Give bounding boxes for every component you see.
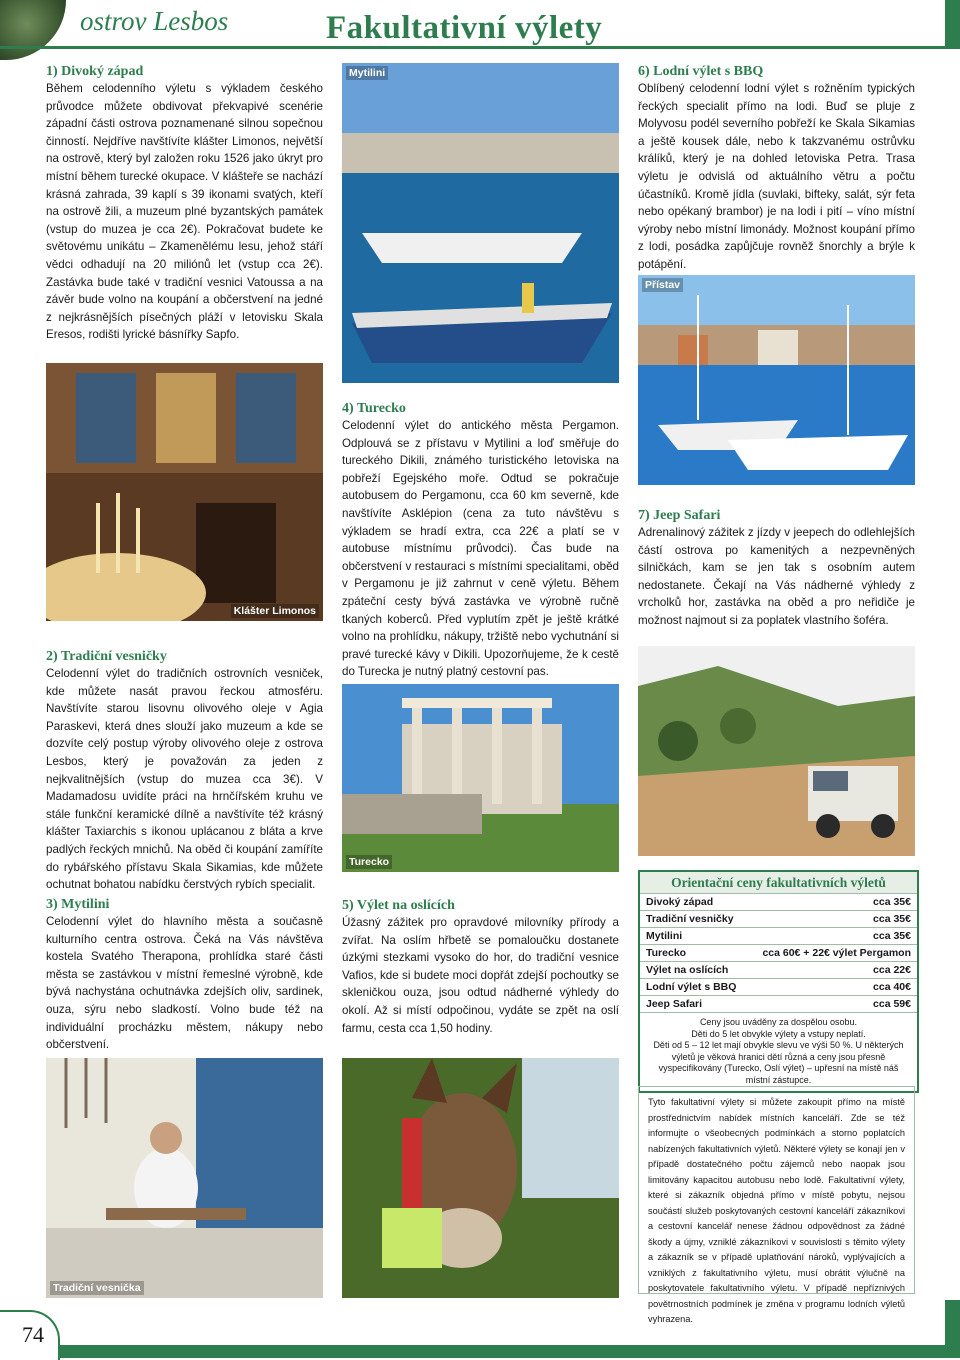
photo-mytilini	[342, 63, 619, 383]
info-box	[638, 1086, 915, 1324]
photo-jeep	[638, 646, 915, 856]
price-name: Tradiční vesničky	[646, 913, 734, 925]
section-title: 7) Jeep Safari	[638, 508, 721, 523]
section-title: 4) Turecko	[342, 401, 406, 416]
price-note: Děti do 5 let obvykle výlety a vstupy neplatí.	[691, 1028, 866, 1039]
price-notes	[640, 1012, 917, 1091]
photo-caption: Turecko	[346, 855, 392, 869]
footer-bar	[58, 1345, 960, 1358]
section-divoky-zapad	[46, 63, 323, 344]
photo-turecko	[342, 684, 619, 872]
price-value: cca 40€	[873, 981, 911, 993]
header-tab	[945, 0, 960, 48]
price-name: Divoký západ	[646, 896, 714, 908]
table-row	[640, 944, 917, 961]
price-name: Jeep Safari	[646, 998, 703, 1010]
section-text: Celodenní výlet do antického města Pergamon. Odplouvá se z přístavu v Mytilini a loď směřuje do tureckého Dikili, známého turistického letoviska na pobřeží Egejského moře. Odtud se pokračuje autobusem do Pergamonu, cca 60 km severně, kde navštívíte Asklépion (cena za tuto návštěvu s výkladem se hradí extra, cca 22€ a platí se v autobuse místnímu průvodci). Čas bude na občerstvení v restauraci s místními specialitami, oběd v Pergamonu je již zahrnut v ceně výletu. Během zpáteční cesty bývá zastávka ve výrobně ručně tkaných koberců. Před vyplutím zpět je ještě krátké volno na prohlídku, nákupy, tržiště nebo vychutnání si pravé turecké kávy v Dikili. Upozorňujeme, že k cestě do Turecka je nutný platný cestovní pas.	[342, 419, 619, 679]
section-text: Oblíbený celodenní lodní výlet s rožněním typických řeckých specialit přímo na lodi. Buď se pluje z Molyvosu podél severního pobřeží ke Skala Sikamias a ještě kousek dále, nebo k takzvanému ostrůvku králíků, který je na dohled letoviska Petra. Trasa výletu je odvislá od aktuálního větru a počtu účastníků. Kromě jídla (suvlaki, bifteky, salát, sýr feta nebo opékaný brambor) je na lodi i pití – víno místní výroby nebo místní limonády. Možnost koupání přímo z lodi, posádka zapůjčuje rovněž šnorchly a brýle k potápění.	[638, 82, 915, 271]
corner-photo	[0, 0, 66, 60]
section-text: Úžasný zážitek pro opravdové milovníky přírody a zvířat. Na oslím hřbetě se pomaloučku dostanete úzkými stezkami vysoko do hor, do tradiční vesnice Vafios, kde si budete moci dopřát zdejší pochoutky se skleničkou ouza, jsou odtud nádherné výhledy do okolí. Až si místí odpočinou, vydáte se zpět na oslí farmu, cesta cca 1,50 hodiny.	[342, 916, 619, 1035]
price-value: cca 35€	[873, 913, 911, 925]
footer-tab	[945, 1300, 960, 1358]
page-title: Fakultativní výlety	[326, 10, 603, 46]
region-title: ostrov Lesbos	[80, 6, 229, 36]
info-text: Tyto fakultativní výlety si můžete zakoupit přímo na místě prostřednictvím nabídek místních kanceláří. Zde se též informujte o všeobecných podmínkách a storno poplatcích nabízených fakultativních výletů. Některé výlety se konají jen v případě dostatečného počtu zájemců nebo naopak jsou limitovány kapacitou autobusu nebo lodě. Fakultativní výlety, které si zákazník objedná přímo v místě pobytu, nejsou součástí služeb poskytovaných cestovní kanceláří zákazníkovi a cestovní kancelář nenese žádnou odpovědnost za žádné škody a újmy, vzniklé zákazníkovi v souvislosti s těmito výlety a zákazník se v případě uplatňování nároků, vyplývajících a vzniklých z fakultativního výletu, musí obrátit výlučně na poskytovatele fakultativního výletu. V případě nepříznivých povětrnostních podmínek je změna v programu lodních výletů vyhrazena.	[648, 1097, 905, 1324]
table-row	[640, 978, 917, 995]
section-lodni-vylet-bbq	[638, 63, 915, 274]
section-vylet-na-oslicich	[342, 897, 619, 1037]
header-rule	[0, 46, 960, 49]
table-row	[640, 995, 917, 1012]
price-note: Děti od 5 – 12 let mají obvykle slevu ve výši 50 %. U některých výletů je věková hranici dětí různá a ceny jsou přesně vyspecifikovány (Turecko, Oslí výlet) – upřesní na místě náš místní zástupce.	[653, 1040, 904, 1085]
price-name: Lodní výlet s BBQ	[646, 981, 737, 993]
price-name: Turecko	[646, 947, 687, 959]
section-title: 1) Divoký západ	[46, 64, 144, 79]
table-row	[640, 927, 917, 944]
prices-table	[638, 870, 919, 1093]
price-value: cca 60€ + 22€ výlet Pergamon	[762, 947, 911, 959]
price-value: cca 22€	[873, 964, 911, 976]
photo-klaster-limonos	[46, 363, 323, 621]
section-title: 3) Mytilini	[46, 897, 110, 912]
section-text: Celodenní výlet do hlavního města a současně kulturního centra ostrova. Čeká na Vás návštěva kostela Svatého Therapona, prohlídka staré části města se zastávkou v místní řemeslné výrobně, kde bývá nachystána ochutnávka zdejších oliv, sardinek, ouza, sýru nebo sladkostí. Volno bude též na individuální procházku městem, nákupy nebo občerstvení.	[46, 915, 323, 1052]
section-tradicni-vesnicky	[46, 648, 323, 894]
section-jeep-safari	[638, 507, 915, 630]
photo-pristav	[638, 275, 915, 485]
section-title: 5) Výlet na oslících	[342, 898, 455, 913]
section-turecko	[342, 400, 619, 681]
section-text: Adrenalinový zážitek z jízdy v jeepech do odlehlejších částí ostrova po kamenitých a nezpevněných silničkách, kam se jen tak s osobním autem nedostanete. Čekají na Vás nádherné výhledy z vrcholků hor, zastávka na oběd a pro neřidiče je možnost najmout si za poplatek vlastního šoféra.	[638, 526, 915, 627]
photo-caption: Přístav	[642, 278, 683, 292]
page-number: 74	[22, 1322, 44, 1347]
table-row	[640, 910, 917, 927]
price-value: cca 35€	[873, 896, 911, 908]
photo-caption: Mytilini	[346, 66, 388, 80]
section-title: 2) Tradiční vesničky	[46, 649, 167, 664]
price-note: Ceny jsou uváděny za dospělou osobu.	[699, 1017, 858, 1027]
photo-caption: Klášter Limonos	[231, 604, 319, 618]
section-mytilini	[46, 896, 323, 1054]
section-title: 6) Lodní výlet s BBQ	[638, 64, 764, 79]
price-name: Mytilini	[646, 930, 683, 942]
photo-caption: Tradiční vesnička	[50, 1281, 144, 1295]
price-value: cca 59€	[873, 998, 911, 1010]
price-name: Výlet na oslících	[646, 964, 729, 976]
price-value: cca 35€	[873, 930, 911, 942]
photo-tradicni-vesnicka	[46, 1058, 323, 1298]
prices-title: Orientační ceny fakultativních výletů	[640, 872, 917, 893]
section-text: Celodenní výlet do tradičních ostrovních vesniček, kde můžete nasát pravou řeckou atmosféru. Navštívíte starou lisovnu olivového oleje v Agia Paraskevi, která dnes slouží jako muzeum a kde se dozvíte celý postup výroby olivového oleje z ostrova Lesbos, který je považován za jeden z nejkvalitnějších (vstup do muzea cca 3€). V Madamadosu uvidíte práci na hrnčířském kruhu ve stále funkční keramické dílně a navštívíte též krásný klášter Taxiarchis s ikonou uplácanou z bláta a krve padlých řeckých mnichů. Na oběd či koupání zamíříte do rybářského přístavu Skala Sikamias, kde můžete ochutnat bohatou nabídku čerstvých rybích specialit.	[46, 667, 323, 892]
photo-oslik	[342, 1058, 619, 1298]
section-text: Během celodenního výletu s výkladem českého průvodce můžete obdivovat překvapivé scenérie západní části ostrova poznamenané silnou sopečnou činností. Nejdříve navštívíte klášter Limonos, největší na ostrově, který byl založen roku 1526 jako úkryt pro místní během turecké okupace. V klášteře se nachází krásná zahrada, 39 kaplí s 39 ikonami svatých, kteří na ostrově žili, a muzeum plné byzantských památek (vstup do muzea je cca 2€). Pokračovat budete ke světovému unikátu – Zkamenělému lesu, jehož stáří vědci odhadují na 20 miliónů let (vstup cca 2€). Zastávka bude také v tradiční vesnici Vatoussa a na závěr bude volno na koupání a občerstvení na jedné z nejkrásnějších písečných pláží v letovisku Skala Eresos, rodišti lyrické básnířky Sapfo.	[46, 82, 323, 342]
table-row	[640, 893, 917, 910]
table-row	[640, 961, 917, 978]
